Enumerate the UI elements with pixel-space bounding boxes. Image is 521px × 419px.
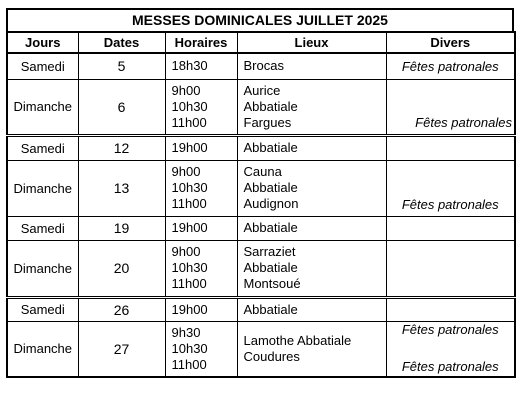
divers-value: Fêtes patronales (415, 114, 512, 130)
date-cell: 20 (78, 240, 165, 297)
table-row (7, 240, 515, 297)
time-cell (165, 321, 237, 377)
time-value: 9h00 (171, 164, 201, 179)
divers-value: Fêtes patronales (401, 321, 499, 337)
time-cell (165, 79, 237, 135)
place-value: Fargues (243, 114, 292, 130)
time-value: 10h30 (171, 98, 208, 114)
divers-value: Fêtes patronales (401, 358, 499, 374)
place-value: Aurice (243, 82, 281, 98)
time-cell (165, 297, 237, 321)
divers-cell (386, 79, 515, 135)
header-horaires: Horaires (165, 32, 237, 53)
place-cell (237, 160, 386, 216)
place-cell (237, 321, 386, 377)
table-row (7, 160, 515, 216)
place-value: Lamothe Abbatiale (243, 332, 352, 348)
time-value: 11h00 (171, 356, 207, 372)
time-cell (165, 216, 237, 240)
time-value: 19h00 (171, 220, 208, 235)
time-value: 19h00 (171, 140, 208, 155)
divers-cell: Fêtes patronales (386, 53, 515, 79)
day-cell: Dimanche (7, 160, 78, 216)
place-cell (237, 79, 386, 135)
date-cell: 13 (78, 160, 165, 216)
day-cell: Dimanche (7, 240, 78, 297)
divers-cell (386, 240, 515, 297)
place-value: Brocas (243, 58, 284, 74)
header-lieux: Lieux (237, 32, 386, 53)
time-value: 10h30 (171, 260, 208, 275)
divers-cell (386, 297, 515, 321)
place-cell (237, 135, 386, 160)
divers-cell (386, 216, 515, 240)
date-cell: 27 (78, 321, 165, 377)
place-value: Abbatiale (243, 260, 298, 275)
place-cell (237, 216, 386, 240)
table-row (7, 321, 515, 377)
time-value: 11h00 (171, 196, 207, 211)
time-cell (165, 160, 237, 216)
day-cell: Samedi (7, 216, 78, 240)
time-value: 10h30 (171, 180, 208, 195)
header-row (7, 32, 515, 53)
table-row (7, 135, 515, 160)
header-dates: Dates (78, 32, 165, 53)
table-row (7, 216, 515, 240)
time-value: 9h30 (171, 324, 201, 340)
date-cell: 19 (78, 216, 165, 240)
time-value: 10h30 (171, 340, 208, 356)
time-value: 11h00 (171, 114, 207, 130)
day-cell: Dimanche (7, 321, 78, 377)
place-cell (237, 53, 386, 79)
place-value: Audignon (243, 196, 299, 211)
date-cell: 26 (78, 297, 165, 321)
day-cell: Samedi (7, 135, 78, 160)
table-row (7, 53, 515, 79)
divers-value: Fêtes patronales (401, 196, 499, 212)
place-value: Abbatiale (243, 140, 298, 155)
table-row (7, 297, 515, 321)
divers-cell (386, 135, 515, 160)
place-value: Abbatiale (243, 220, 298, 235)
time-value: 19h00 (171, 301, 208, 317)
time-value: 9h00 (171, 244, 201, 259)
time-cell (165, 240, 237, 297)
document-title: MESSES DOMINICALES JUILLET 2025 (6, 8, 514, 31)
place-value: Cauna (243, 164, 282, 179)
place-value: Abbatiale (243, 98, 298, 114)
time-value: 18h30 (171, 58, 208, 74)
place-value: Coudures (243, 348, 300, 364)
time-value: 11h00 (171, 276, 207, 291)
place-cell (237, 240, 386, 297)
divers-cell (386, 321, 515, 377)
date-cell: 12 (78, 135, 165, 160)
date-cell: 6 (78, 79, 165, 135)
time-cell (165, 135, 237, 160)
place-value: Sarraziet (243, 244, 296, 259)
day-cell: Samedi (7, 53, 78, 79)
day-cell: Samedi (7, 297, 78, 321)
place-value: Abbatiale (243, 301, 298, 317)
divers-cell (386, 160, 515, 216)
header-divers: Divers (386, 32, 515, 53)
schedule-table (6, 31, 516, 378)
date-cell: 5 (78, 53, 165, 79)
table-row (7, 79, 515, 135)
header-jours: Jours (7, 32, 78, 53)
day-cell: Dimanche (7, 79, 78, 135)
time-value: 9h00 (171, 82, 201, 98)
place-value: Abbatiale (243, 180, 298, 195)
place-cell (237, 297, 386, 321)
time-cell (165, 53, 237, 79)
place-value: Montsoué (243, 276, 301, 291)
